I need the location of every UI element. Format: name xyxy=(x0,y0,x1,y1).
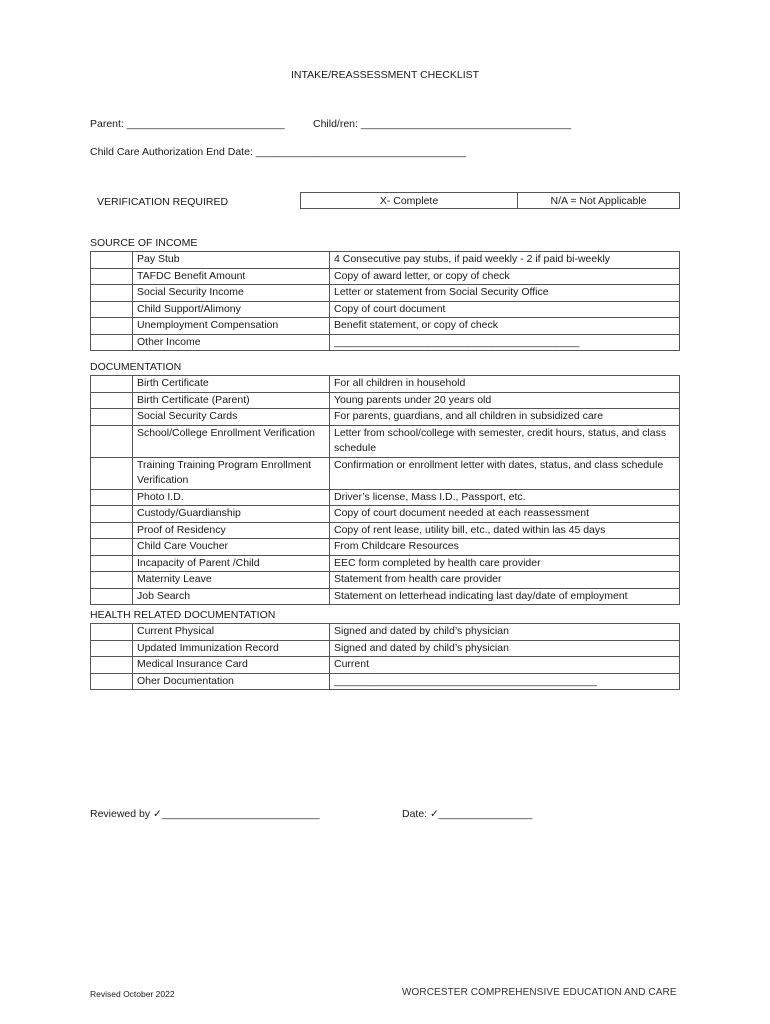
item-cell: Custody/Guardianship xyxy=(133,506,330,523)
item-cell: Birth Certificate xyxy=(133,376,330,393)
note-cell: Statement from health care provider xyxy=(330,572,680,589)
organization-name: WORCESTER COMPREHENSIVE EDUCATION AND CARE xyxy=(402,987,677,998)
checkbox-cell[interactable] xyxy=(91,392,133,409)
table-row xyxy=(91,522,680,539)
not-applicable-legend: N/A = Not Applicable xyxy=(518,193,680,209)
verification-legend-table xyxy=(300,192,680,209)
table-row xyxy=(91,489,680,506)
note-cell: Copy of rent lease, utility bill, etc., dated within las 45 days xyxy=(330,522,680,539)
table-row xyxy=(91,334,680,351)
note-cell: Letter or statement from Social Security Office xyxy=(330,285,680,302)
checkbox-cell[interactable] xyxy=(91,285,133,302)
table-row xyxy=(91,673,680,690)
verification-required-label: VERIFICATION REQUIRED xyxy=(97,196,229,208)
note-cell: Driver’s license, Mass I.D., Passport, etc. xyxy=(330,489,680,506)
note-cell: Copy of court document needed at each reassessment xyxy=(330,506,680,523)
checkbox-cell[interactable] xyxy=(91,268,133,285)
revision-note: Revised October 2022 xyxy=(90,989,175,999)
note-cell: Young parents under 20 years old xyxy=(330,392,680,409)
item-cell: Child Care Voucher xyxy=(133,539,330,556)
checkbox-cell[interactable] xyxy=(91,555,133,572)
checkbox-cell[interactable] xyxy=(91,376,133,393)
documentation-section-title: DOCUMENTATION xyxy=(90,361,182,373)
note-cell: Signed and dated by child’s physician xyxy=(330,640,680,657)
page-title: INTAKE/REASSESSMENT CHECKLIST xyxy=(290,69,480,81)
health-table xyxy=(90,623,680,690)
table-row xyxy=(91,588,680,605)
item-cell: Unemployment Compensation xyxy=(133,318,330,335)
table-row xyxy=(91,301,680,318)
table-row xyxy=(91,318,680,335)
children-field[interactable]: Child/ren: ____________________________________ xyxy=(313,118,572,130)
table-row xyxy=(91,657,680,674)
item-cell: Maternity Leave xyxy=(133,572,330,589)
table-row xyxy=(91,555,680,572)
item-cell: Medical Insurance Card xyxy=(133,657,330,674)
income-table xyxy=(90,251,680,351)
note-cell: Benefit statement, or copy of check xyxy=(330,318,680,335)
note-cell: __________________________________________ xyxy=(330,334,680,351)
reviewed-by-field[interactable]: Reviewed by ✓___________________________ xyxy=(90,808,320,820)
checkbox-cell[interactable] xyxy=(91,673,133,690)
item-cell: Oher Documentation xyxy=(133,673,330,690)
note-cell: Statement on letterhead indicating last day/date of employment xyxy=(330,588,680,605)
note-cell: _____________________________________________ xyxy=(330,673,680,690)
checkbox-cell[interactable] xyxy=(91,252,133,269)
health-section-title: HEALTH RELATED DOCUMENTATION xyxy=(90,609,276,621)
parent-field[interactable]: Parent: ___________________________ xyxy=(90,118,285,130)
item-cell: Updated Immunization Record xyxy=(133,640,330,657)
income-section-title: SOURCE OF INCOME xyxy=(90,237,198,249)
checkbox-cell[interactable] xyxy=(91,489,133,506)
note-cell: EEC form completed by health care provider xyxy=(330,555,680,572)
table-row xyxy=(91,285,680,302)
item-cell: Incapacity of Parent /Child xyxy=(133,555,330,572)
documentation-table xyxy=(90,375,680,605)
item-cell: Current Physical xyxy=(133,624,330,641)
checkbox-cell[interactable] xyxy=(91,409,133,426)
checkbox-cell[interactable] xyxy=(91,506,133,523)
item-cell: School/College Enrollment Verification xyxy=(133,425,330,457)
checkbox-cell[interactable] xyxy=(91,539,133,556)
table-row xyxy=(91,640,680,657)
checkbox-cell[interactable] xyxy=(91,334,133,351)
item-cell: TAFDC Benefit Amount xyxy=(133,268,330,285)
item-cell: Birth Certificate (Parent) xyxy=(133,392,330,409)
checkbox-cell[interactable] xyxy=(91,640,133,657)
item-cell: Child Support/Alimony xyxy=(133,301,330,318)
table-row xyxy=(91,425,680,457)
table-row xyxy=(91,376,680,393)
table-row xyxy=(91,457,680,489)
item-cell: Social Security Income xyxy=(133,285,330,302)
table-row xyxy=(91,392,680,409)
note-cell: 4 Consecutive pay stubs, if paid weekly - 2 if paid bi-weekly xyxy=(330,252,680,269)
note-cell: Letter from school/college with semester, credit hours, status, and class schedule xyxy=(330,425,680,457)
complete-legend: X- Complete xyxy=(301,193,518,209)
note-cell: For parents, guardians, and all children in subsidized care xyxy=(330,409,680,426)
note-cell: Signed and dated by child’s physician xyxy=(330,624,680,641)
note-cell: Confirmation or enrollment letter with dates, status, and class schedule xyxy=(330,457,680,489)
checkbox-cell[interactable] xyxy=(91,657,133,674)
note-cell: Current xyxy=(330,657,680,674)
checkbox-cell[interactable] xyxy=(91,301,133,318)
note-cell: Copy of award letter, or copy of check xyxy=(330,268,680,285)
item-cell: Photo I.D. xyxy=(133,489,330,506)
item-cell: Other Income xyxy=(133,334,330,351)
authorization-end-date-field[interactable]: Child Care Authorization End Date: ____________________________________ xyxy=(90,146,466,158)
item-cell: Job Search xyxy=(133,588,330,605)
item-cell: Social Security Cards xyxy=(133,409,330,426)
table-row xyxy=(91,252,680,269)
review-date-field[interactable]: Date: ✓________________ xyxy=(402,808,533,820)
note-cell: From Childcare Resources xyxy=(330,539,680,556)
checkbox-cell[interactable] xyxy=(91,457,133,489)
item-cell: Pay Stub xyxy=(133,252,330,269)
note-cell: Copy of court document xyxy=(330,301,680,318)
table-row xyxy=(91,409,680,426)
checkbox-cell[interactable] xyxy=(91,522,133,539)
checkbox-cell[interactable] xyxy=(91,318,133,335)
item-cell: Proof of Residency xyxy=(133,522,330,539)
table-row xyxy=(91,268,680,285)
table-row xyxy=(91,624,680,641)
checkbox-cell[interactable] xyxy=(91,572,133,589)
table-row xyxy=(91,572,680,589)
note-cell: For all children in household xyxy=(330,376,680,393)
table-row xyxy=(91,506,680,523)
checkbox-cell[interactable] xyxy=(91,425,133,457)
checkbox-cell[interactable] xyxy=(91,588,133,605)
table-row xyxy=(91,539,680,556)
checkbox-cell[interactable] xyxy=(91,624,133,641)
item-cell: Training Training Program Enrollment Verification xyxy=(133,457,330,489)
